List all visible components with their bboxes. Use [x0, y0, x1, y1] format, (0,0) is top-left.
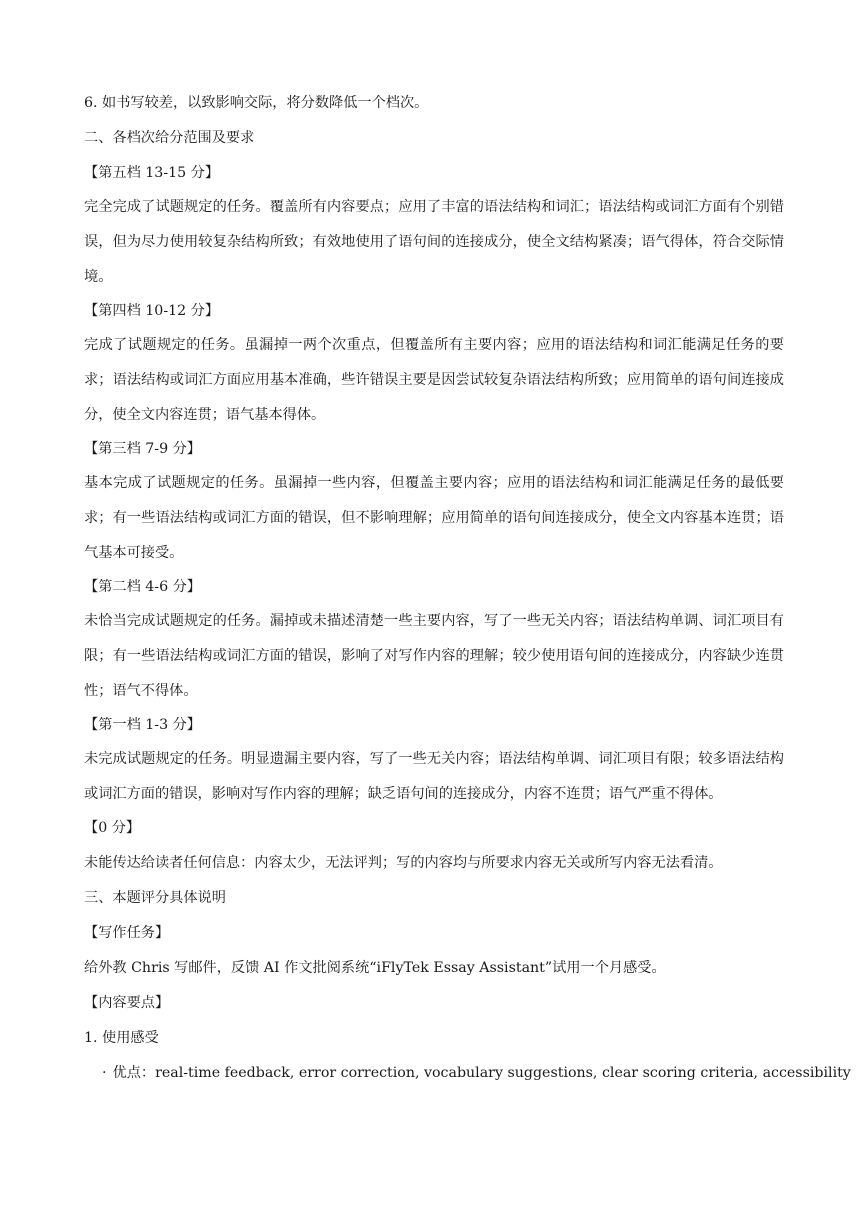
- band-3-description: 基本完成了试题规定的任务。虽漏掉一些内容，但覆盖主要内容；应用的语法结构和词汇能满足任务的最低要求；有一些语法结构或词汇方面的错误，但不影响理解；应用简单的语句间连接成分，使全文内容基本连贯；语气基本可接受。: [84, 475, 784, 561]
- section-heading-3: 三、本题评分具体说明: [84, 890, 226, 906]
- bullet-text: 优点：real-time feedback, error correction, vocabulary suggestions, clear scoring criteria, accessibility: [112, 1065, 851, 1081]
- content-point-1: 1. 使用感受: [84, 1030, 159, 1046]
- writing-task-text: 给外教 Chris 写邮件，反馈 AI 作文批阅系统“iFlyTek Essay Assistant”试用一个月感受。: [84, 960, 666, 976]
- band-5-description: 完全完成了试题规定的任务。覆盖所有内容要点；应用了丰富的语法结构和词汇；语法结构或词汇方面有个别错误，但为尽力使用较复杂结构所致；有效地使用了语句间的连接成分，使全文结构紧凑；语气得体，符合交际情境。: [84, 199, 784, 285]
- band-3-heading: 【第三档 7-9 分】: [84, 441, 201, 457]
- band-5-heading: 【第五档 13-15 分】: [84, 165, 220, 181]
- band-1-description: 未完成试题规定的任务。明显遗漏主要内容，写了一些无关内容；语法结构单调、词汇项目有限；较多语法结构或词汇方面的错误，影响对写作内容的理解；缺乏语句间的连接成分，内容不连贯；语气严重不得体。: [84, 751, 784, 802]
- rule-item-6: 6. 如书写较差，以致影响交际，将分数降低一个档次。: [84, 95, 429, 111]
- content-points-heading: 【内容要点】: [84, 995, 170, 1011]
- section-heading-2: 二、各档次给分范围及要求: [84, 130, 255, 146]
- content-point-1-bullet: [84, 1062, 851, 1084]
- band-1-heading: 【第一档 1-3 分】: [84, 717, 201, 733]
- band-4-heading: 【第四档 10-12 分】: [84, 303, 220, 319]
- band-2-description: 未恰当完成试题规定的任务。漏掉或未描述清楚一些主要内容，写了一些无关内容；语法结构单调、词汇项目有限；有一些语法结构或词汇方面的错误，影响了对写作内容的理解；较少使用语句间的连接成分，内容缺少连贯性；语气不得体。: [84, 613, 784, 699]
- bullet-dot: ·: [102, 1065, 107, 1081]
- writing-task-heading: 【写作任务】: [84, 925, 170, 941]
- document-body: [84, 92, 851, 1097]
- band-4-description: 完成了试题规定的任务。虽漏掉一两个次重点，但覆盖所有主要内容；应用的语法结构和词汇能满足任务的要求；语法结构或词汇方面应用基本准确，些许错误主要是因尝试较复杂语法结构所致；应用简单的语句间连接成分，使全文内容连贯；语气基本得体。: [84, 337, 784, 423]
- band-0-description: 未能传达给读者任何信息：内容太少，无法评判；写的内容均与所要求内容无关或所写内容无法看清。: [84, 855, 723, 871]
- band-2-heading: 【第二档 4-6 分】: [84, 579, 201, 595]
- band-0-heading: 【0 分】: [84, 820, 141, 836]
